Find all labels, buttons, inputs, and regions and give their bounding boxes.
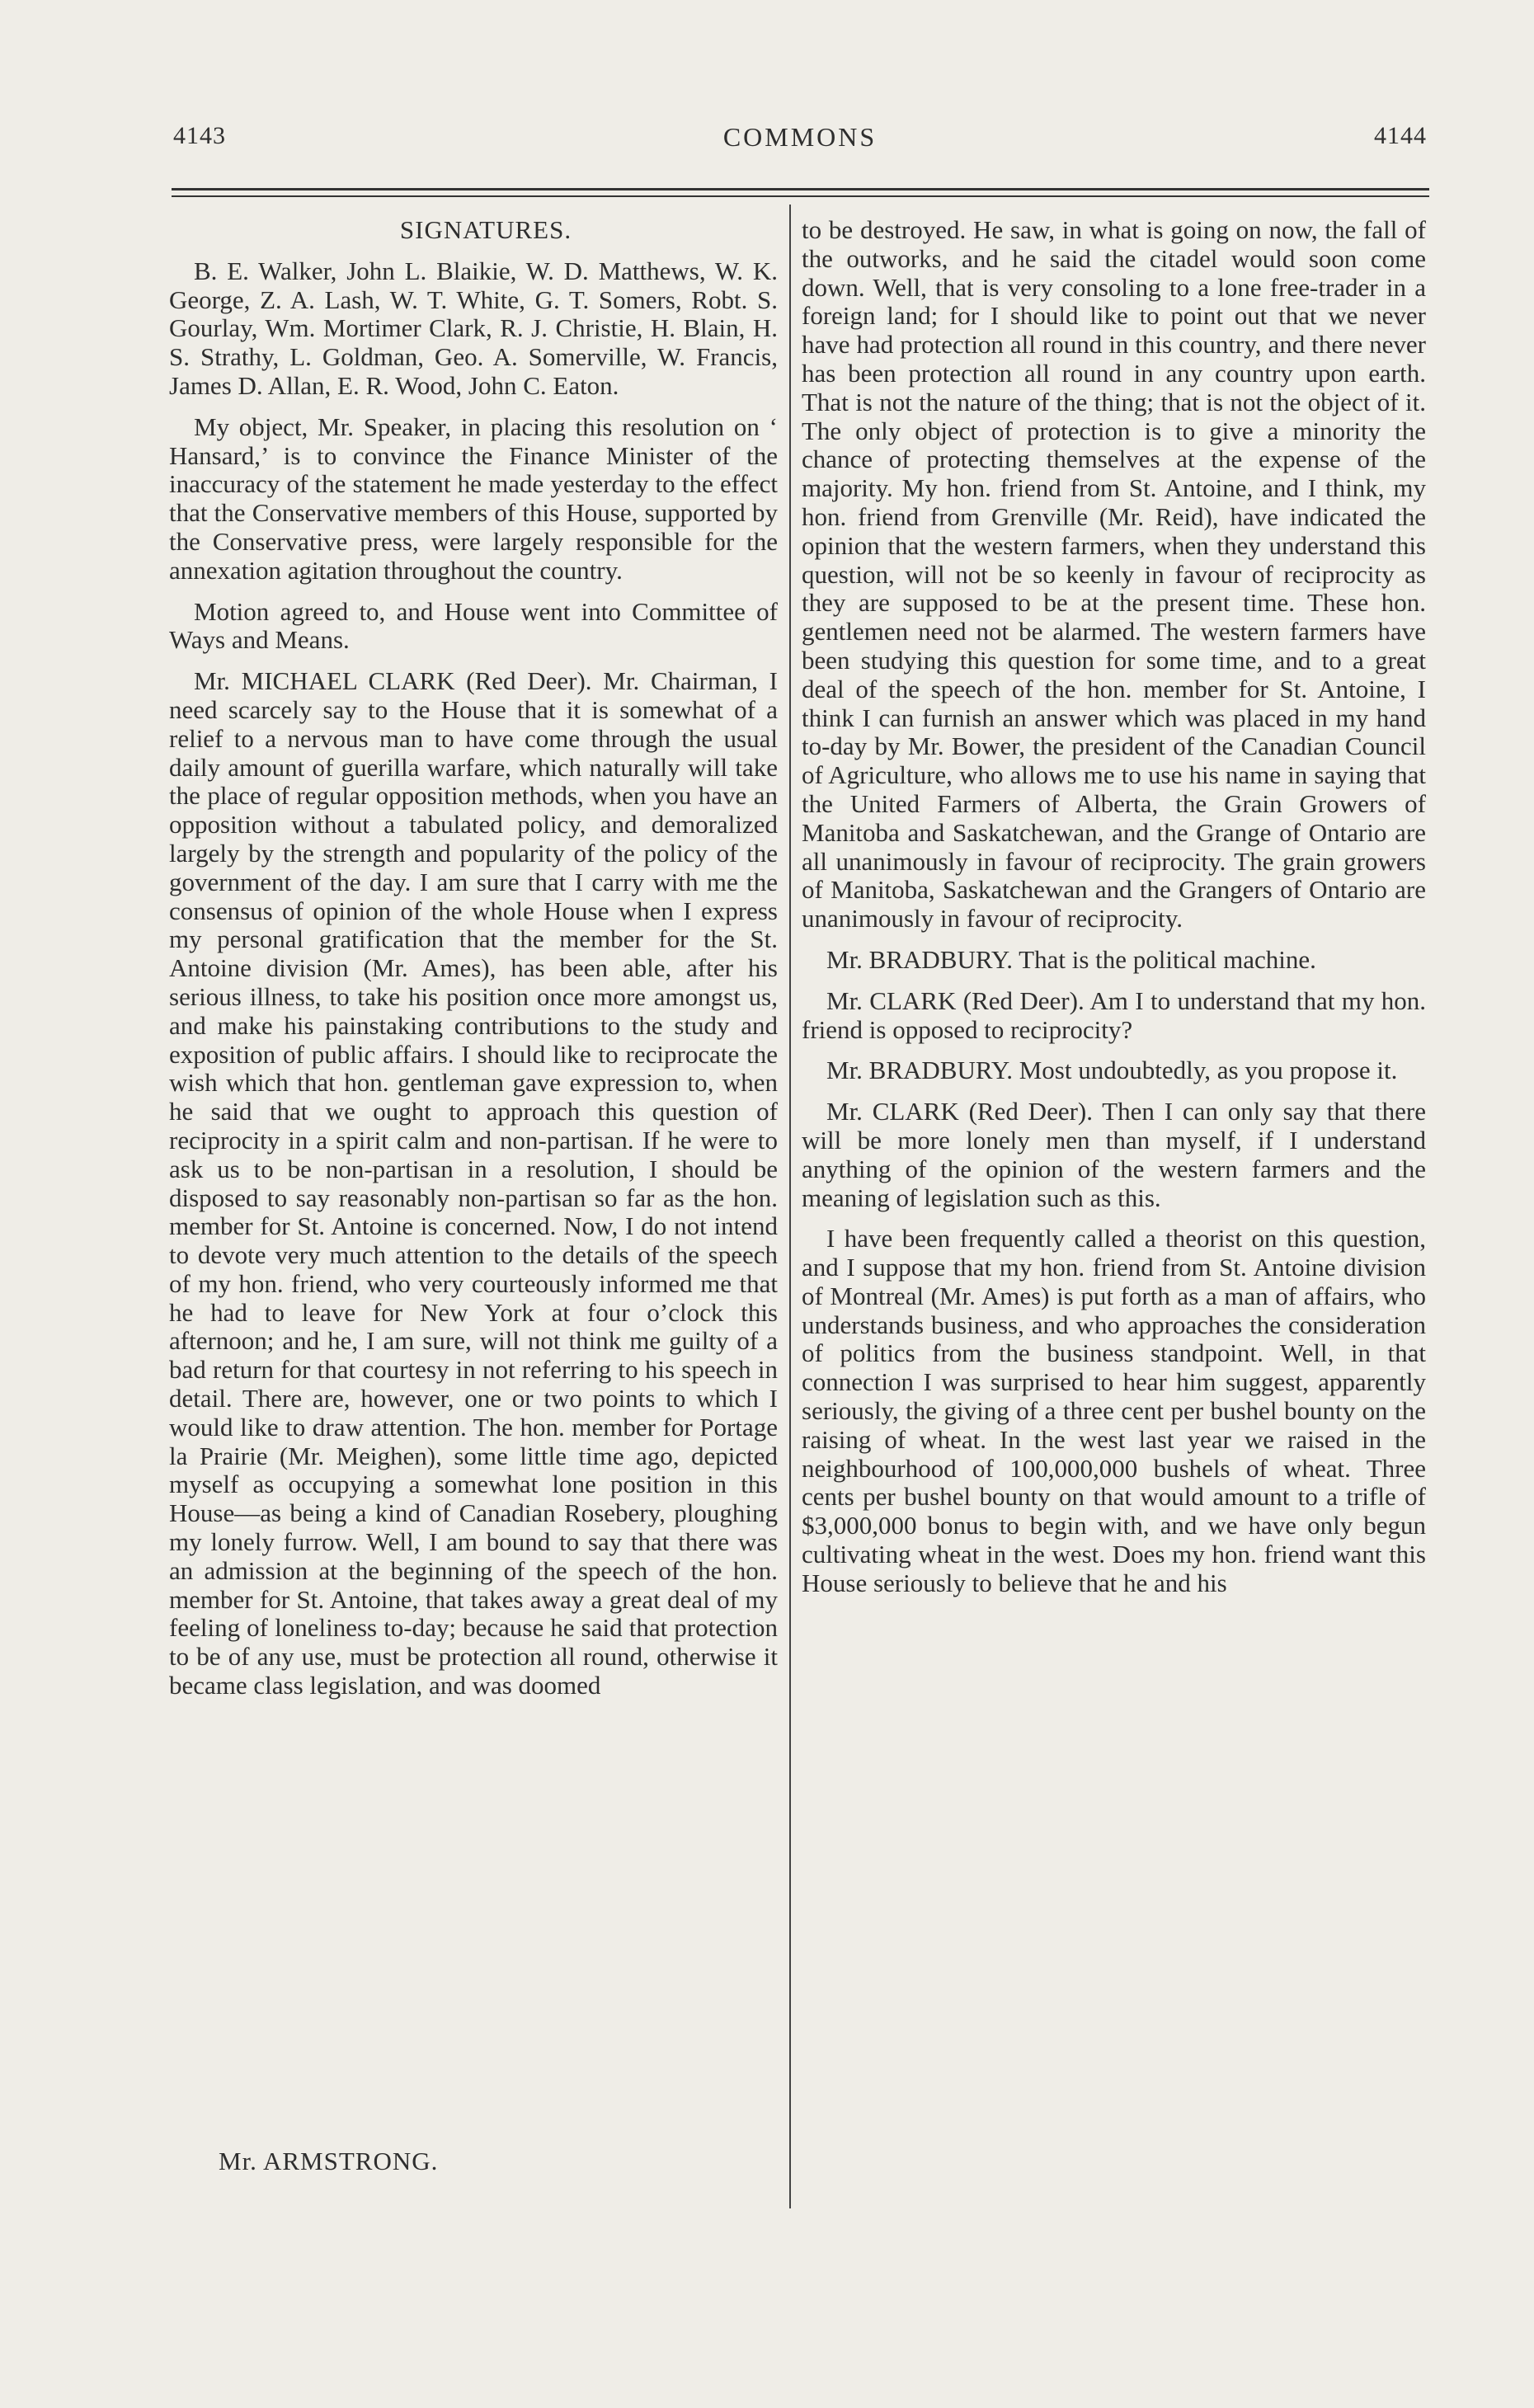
header-rule-bottom (172, 195, 1429, 197)
paragraph: I have been frequently called a theorist on this question, and I suppose that my hon. friend from St. Antoine division of Montreal (Mr. Ames) is put forth as a man of affairs, who understands business, and who approaches the consideration of politics from the business standpoint. Well, in that connection I was surprised to hear him suggest, apparently seriously, the giving of a three cent per bushel bounty on the raising of wheat. In the west last year we raised in the neighbourhood of 100,000,000 bushels of wheat. Three cents per bushel bounty on that would amount to a trifle of $3,000,000 bonus to begin with, and we have only begun cultivating wheat in the west. Does my hon. friend want this House seriously to believe that he and his (802, 1224, 1426, 1597)
paragraph: Mr. BRADBURY. That is the political machine. (826, 944, 1316, 974)
paragraph: Mr. CLARK (Red Deer). Am I to understand that my hon. friend is opposed to reciprocity? (802, 985, 1426, 1044)
paragraph: My object, Mr. Speaker, in placing this resolution on ‘ Hansard,’ is to convince the Finance Minister of the inaccuracy of the statement he made yesterday to the effect that the Conservative members of this House, supported by the Conservative press, were largely responsible for the annexation agitation throughout the country. (169, 412, 778, 585)
signatures-heading: SIGNATURES. (399, 215, 572, 244)
paragraph-continued: to be destroyed. He saw, in what is going on now, the fall of the outworks, and he said the citadel would soon come down. Well, that is very consoling to a lone free-trader in a foreign land; for I should like to point out that we never have had protection all round in this country, and there never has been protection all round in any country upon earth. That is not the nature of the thing; that is not the object of it. The only object of protection is to give a minority the chance of protecting themselves at the expense of the majority. My hon. friend from St. Antoine, and I think, my hon. friend from Grenville (Mr. Reid), have indicated the opinion that the western farmers, when they understand this question, will not be so keenly in favour of reciprocity as they are supposed to be at the present time. These hon. gentlemen need not be alarmed. The western farmers have been studying this question for some time, and to a great deal of the speech of the hon. member for St. Antoine, I think I can furnish an answer which was placed in my hand to-day by Mr. Bower, the president of the Canadian Council of Agriculture, who allows me to use his name in saying that the United Farmers of Alberta, the Grain Growers of Manitoba and Saskatchewan, and the Grange of Ontario are all unanimously in favour of reciprocity. The grain growers of Manitoba, Saskatchewan and the Grangers of Ontario are unanimously in favour of reciprocity. (802, 215, 1426, 934)
paragraph: Mr. BRADBURY. Most undoubtedly, as you propose it. (826, 1056, 1398, 1085)
page-title: COMMONS (722, 122, 878, 152)
paragraph: Mr. MICHAEL CLARK (Red Deer). Mr. Chairman, I need scarcely say to the House that it is somewhat of a relief to a nervous man to have come through the usual daily amount of guerilla warfare, which naturally will take the place of regular opposition methods, when you have an opposition without a tabulated policy, and demoralized largely by the strength and popularity of the policy of the government of the day. I am sure that I carry with me the consensus of opinion of the whole House when I express my personal gratification that the member for the St. Antoine division (Mr. Ames), has been able, after his serious illness, to take his position once more amongst us, and make his painstaking contributions to the study and exposition of public affairs. I should like to reciprocate the wish which that hon. gentleman gave expression to, when he said that we ought to approach this question of reciprocity in a spirit calm and non-partisan. If he were to ask us to be non-partisan in a resolution, I should be disposed to say reasonably non-partisan so far as the hon. member for St. Antoine is concerned. Now, I do not intend to devote very much attention to the details of the speech of my hon. friend, who very courteously informed me that he had to leave for New York at four o’clock this afternoon; and he, I am sure, will not think me guilty of a bad return for that courtesy in not referring to his speech in detail. There are, however, one or two points to which I would like to draw attention. The hon. member for Portage la Prairie (Mr. Meighen), some little time ago, depicted myself as occupying a somewhat lone position in this House—as being a kind of Canadian Rosebery, ploughing my lonely furrow. Well, I am bound to say that there was an admission at the beginning of the speech of the hon. member for St. Antoine, that takes away a great deal of my feeling of loneliness to-day; because he said that protection to be of any use, must be protection all round, otherwise it became class legislation, and was doomed (169, 666, 778, 1700)
signatures-list: B. E. Walker, John L. Blaikie, W. D. Matthews, W. K. George, Z. A. Lash, W. T. White, G. T. Somers, Robt. S. Gourlay, Wm. Mortimer Clark, R. J. Christie, H. Blain, H. S. Strathy, L. Goldman, Geo. A. Somerville, W. Francis, James D. Allan, E. R. Wood, John C. Eaton. (169, 256, 778, 400)
header-rule-top (172, 188, 1429, 190)
right-column (802, 216, 1426, 1611)
page-number-left: 4143 (173, 122, 226, 149)
paragraph: Mr. CLARK (Red Deer). Then I can only say that there will be more lonely men than myself, if I understand anything of the opinion of the western farmers and the meaning of legislation such as this. (802, 1097, 1426, 1212)
left-column (169, 216, 778, 1713)
paragraph: Motion agreed to, and House went into Committee of Ways and Means. (169, 596, 778, 655)
footer-speaker-name: Mr. ARMSTRONG. (219, 2147, 439, 2175)
column-divider (789, 205, 791, 2208)
page-number-right: 4144 (1374, 122, 1427, 149)
page-header (173, 122, 1427, 163)
